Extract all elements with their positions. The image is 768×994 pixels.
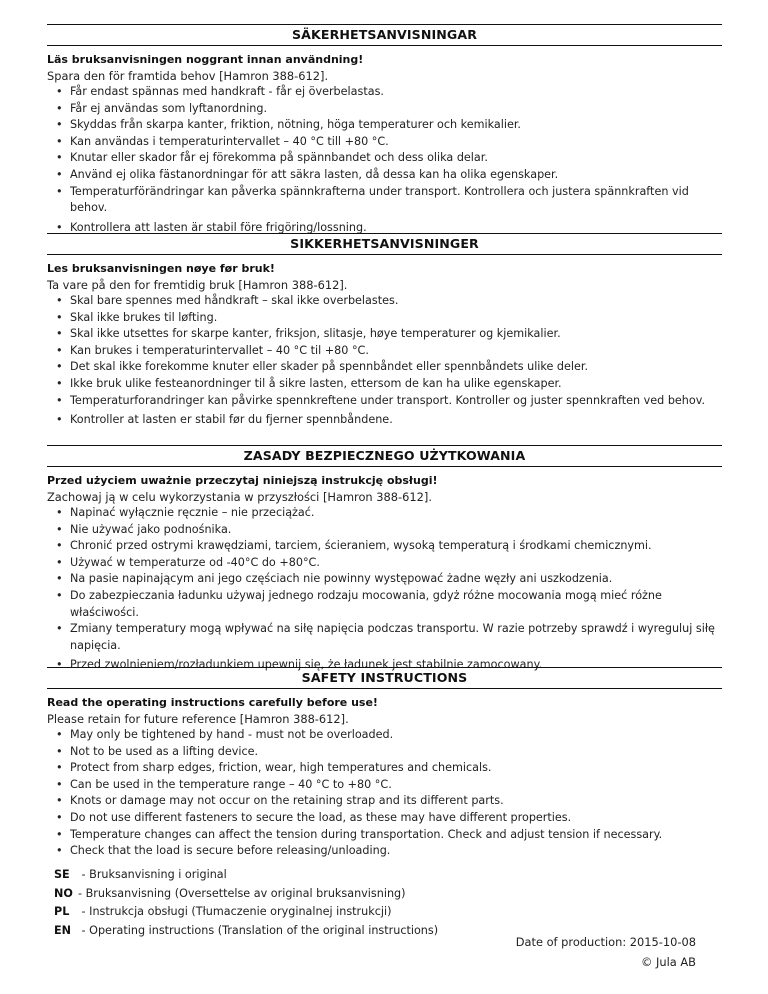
list-item: • Napinać wyłącznie ręcznie – nie przeciążać.	[56, 505, 722, 522]
list-item: • Na pasie napinającym ani jego częściach nie powinny występować żadne węzły ani uszkodzenia.	[56, 571, 722, 588]
instruction-list	[47, 293, 722, 429]
intro-bold-text: Read the operating instructions carefully before use!	[47, 696, 378, 709]
list-item: • Can be used in the temperature range – 40 °C to +80 °C.	[56, 777, 722, 794]
list-item: • Det skal ikke forekomme knuter eller skader på spennbåndet eller spennbåndets ulike deler.	[56, 359, 722, 376]
instruction-list	[47, 84, 722, 236]
list-item: • Kan brukes i temperaturintervallet – 40 °C til +80 °C.	[56, 343, 722, 360]
intro-bold-text: Läs bruksanvisningen noggrant innan användning!	[47, 53, 364, 66]
list-item: • Do not use different fasteners to secure the load, as these may have different properties.	[56, 810, 722, 827]
list-item: • Do zabezpieczania ładunku używaj jednego rodzaju mocowania, gdyż różne mocowania mogą mieć różne właściwości.	[56, 588, 722, 621]
list-item: • Not to be used as a lifting device.	[56, 744, 722, 761]
language-code: PL	[54, 905, 70, 918]
legend-row	[54, 903, 694, 922]
intro-text: Spara den för framtida behov [Hamron 388-612].	[47, 69, 329, 83]
list-item: • Skal ikke brukes til løfting.	[56, 310, 722, 327]
list-item: • Nie używać jako podnośnika.	[56, 522, 722, 539]
intro-text: Ta vare på den for fremtidig bruk [Hamron 388-612].	[47, 278, 348, 292]
copyright-notice: © Jula AB	[641, 955, 696, 969]
intro-text: Please retain for future reference [Hamron 388-612].	[47, 712, 349, 726]
intro-bold-text: Przed użyciem uważnie przeczytaj niniejszą instrukcję obsługi!	[47, 474, 438, 487]
section-english	[47, 667, 722, 860]
list-item: • Skyddas från skarpa kanter, friktion, nötning, höga temperaturer och kemikalier.	[56, 117, 722, 134]
language-description: - Instrukcja obsługi (Tłumaczenie oryginalnej instrukcji)	[78, 905, 392, 918]
list-item: • Temperaturförändringar kan påverka spännkrafterna under transport. Kontrollera och justera spännkraften vid behov.	[56, 184, 722, 217]
instruction-list	[47, 727, 722, 860]
language-code: EN	[54, 923, 72, 937]
list-item: • Får ej användas som lyftanordning.	[56, 101, 722, 118]
language-description: - Bruksanvisning (Oversettelse av original bruksanvisning)	[78, 886, 406, 900]
list-item: • Kontroller at lasten er stabil før du fjerner spennbåndene.	[56, 412, 722, 429]
list-item: • Använd ej olika fästanordningar för att säkra lasten, då dessa kan ha olika egenskaper.	[56, 167, 722, 184]
list-item: • Knots or damage may not occur on the retaining strap and its different parts.	[56, 793, 722, 810]
list-item: • Używać w temperaturze od -40°C do +80°C.	[56, 555, 722, 572]
legend-row	[54, 885, 694, 904]
list-item: • May only be tightened by hand - must not be overloaded.	[56, 727, 722, 744]
list-item: • Skal ikke utsettes for skarpe kanter, friksjon, slitasje, høye temperaturer og kjemikalier.	[56, 326, 722, 343]
section-title: SAFETY INSTRUCTIONS	[47, 667, 722, 689]
list-item: • Check that the load is secure before releasing/unloading.	[56, 843, 722, 860]
legend-row	[54, 866, 694, 885]
list-item: • Temperaturforandringer kan påvirke spennkreftene under transport. Kontroller og juster spennkraften ved behov.	[56, 393, 722, 410]
intro-bold-text: Les bruksanvisningen nøye før bruk!	[47, 262, 275, 275]
language-code: SE	[54, 868, 70, 881]
list-item: • Temperature changes can affect the tension during transportation. Check and adjust tension if necessary.	[56, 827, 722, 844]
list-item: • Zmiany temperatury mogą wpływać na siłę napięcia podczas transportu. W razie potrzeby sprawdź i wyreguluj siłę napięcia.	[56, 621, 722, 654]
list-item: • Przed zwolnieniem/rozładunkiem upewnij się, że ładunek jest stabilnie zamocowany.	[56, 657, 722, 674]
language-code: NO	[54, 886, 73, 900]
list-item: • Kontrollera att lasten är stabil före frigöring/lossning.	[56, 220, 722, 237]
list-item: • Kan användas i temperaturintervallet – 40 °C till +80 °C.	[56, 134, 722, 151]
language-legend	[54, 866, 694, 940]
language-description: - Bruksanvisning i original	[78, 868, 227, 881]
production-info	[516, 932, 696, 972]
list-item: • Chronić przed ostrymi krawędziami, tarciem, ścieraniem, wysoką temperaturą i środkami chemicznymi.	[56, 538, 722, 555]
instruction-list	[47, 505, 722, 674]
list-item: • Skal bare spennes med håndkraft – skal ikke overbelastes.	[56, 293, 722, 310]
list-item: • Protect from sharp edges, friction, wear, high temperatures and chemicals.	[56, 760, 722, 777]
language-description: - Operating instructions (Translation of the original instructions)	[78, 923, 439, 937]
section-norwegian	[47, 233, 722, 429]
production-date: Date of production: 2015-10-08	[515, 935, 696, 949]
list-item: • Får endast spännas med handkraft - får ej överbelastas.	[56, 84, 722, 101]
section-title: SIKKERHETSANVISNINGER	[47, 233, 722, 255]
section-title: SÄKERHETSANVISNINGAR	[47, 24, 722, 46]
section-polish	[47, 445, 722, 674]
section-title: ZASADY BEZPIECZNEGO UŻYTKOWANIA	[47, 445, 722, 467]
list-item: • Ikke bruk ulike festeanordninger til å sikre lasten, ettersom de kan ha ulike egenskaper.	[56, 376, 722, 393]
list-item: • Knutar eller skador får ej förekomma på spännbandet och dess olika delar.	[56, 150, 722, 167]
intro-text: Zachowaj ją w celu wykorzystania w przyszłości [Hamron 388-612].	[47, 490, 432, 504]
section-swedish	[47, 24, 722, 236]
